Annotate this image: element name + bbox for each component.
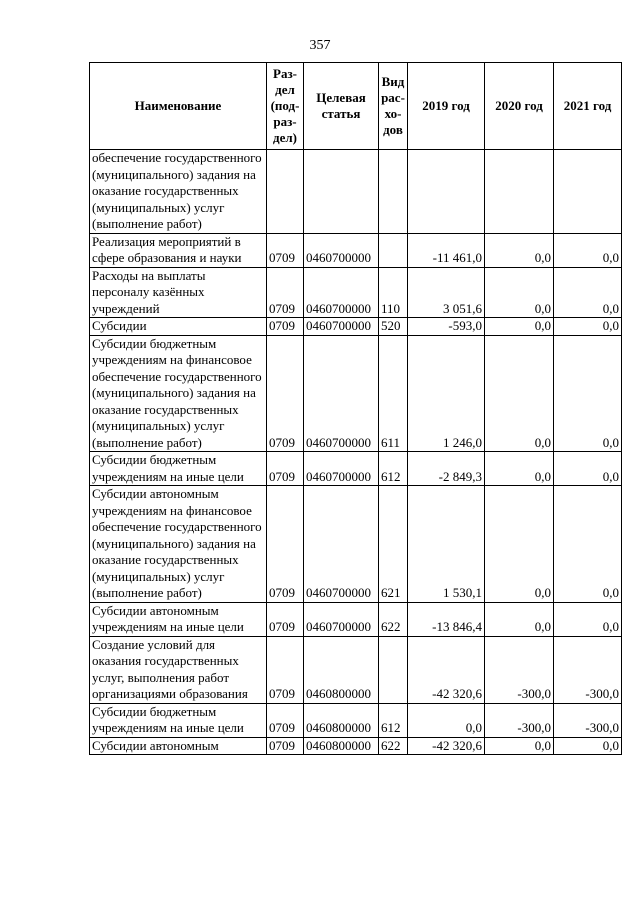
header-section-line: дел xyxy=(275,82,295,97)
row-section: 0709 xyxy=(267,486,304,603)
header-section-line: дел) xyxy=(273,130,297,145)
row-section: 0709 xyxy=(267,737,304,755)
row-expense: 612 xyxy=(379,452,408,486)
table-row xyxy=(90,602,622,636)
header-expense-line: дов xyxy=(383,122,403,137)
row-expense xyxy=(379,636,408,703)
header-2019: 2019 год xyxy=(408,63,485,150)
table-row xyxy=(90,636,622,703)
header-section-line: Раз- xyxy=(273,66,297,81)
row-name: Субсидии автономным xyxy=(90,737,267,755)
row-section: 0709 xyxy=(267,318,304,336)
table-row xyxy=(90,150,622,234)
header-2020: 2020 год xyxy=(485,63,554,150)
header-section-line: (под- xyxy=(270,98,300,113)
row-target: 0460700000 xyxy=(304,335,379,452)
row-2019: -42 320,6 xyxy=(408,737,485,755)
row-2019: 1 246,0 xyxy=(408,335,485,452)
row-2021: 0,0 xyxy=(554,602,622,636)
table-row xyxy=(90,318,622,336)
row-expense xyxy=(379,150,408,234)
row-name: Субсидии бюджетным учреждениям на иные цели xyxy=(90,452,267,486)
table-row xyxy=(90,233,622,267)
header-section xyxy=(267,63,304,150)
table-row xyxy=(90,737,622,755)
header-2021: 2021 год xyxy=(554,63,622,150)
table-row xyxy=(90,452,622,486)
header-name: Наименование xyxy=(90,63,267,150)
row-2019: -11 461,0 xyxy=(408,233,485,267)
row-2020: 0,0 xyxy=(485,318,554,336)
row-2021 xyxy=(554,150,622,234)
row-name: Расходы на выплаты персоналу казённых учреждений xyxy=(90,267,267,318)
row-2021: 0,0 xyxy=(554,486,622,603)
row-2020: -300,0 xyxy=(485,636,554,703)
row-section: 0709 xyxy=(267,636,304,703)
row-expense: 110 xyxy=(379,267,408,318)
row-target: 0460800000 xyxy=(304,737,379,755)
row-section: 0709 xyxy=(267,452,304,486)
header-expense-line: хо- xyxy=(384,106,402,121)
table-row xyxy=(90,486,622,603)
row-2021: 0,0 xyxy=(554,318,622,336)
row-name: Реализация мероприятий в сфере образования и науки xyxy=(90,233,267,267)
row-2021: -300,0 xyxy=(554,703,622,737)
row-target: 0460800000 xyxy=(304,703,379,737)
row-2020: 0,0 xyxy=(485,486,554,603)
row-section: 0709 xyxy=(267,602,304,636)
row-name: Субсидии автономным учреждениям на финансовое обеспечение государственного (муниципального) задания на оказание государственных (муниципальных) услуг (выполнение работ) xyxy=(90,486,267,603)
header-section-line: раз- xyxy=(273,114,297,129)
row-2019: 3 051,6 xyxy=(408,267,485,318)
table-row xyxy=(90,267,622,318)
row-2019: -593,0 xyxy=(408,318,485,336)
row-2020: 0,0 xyxy=(485,233,554,267)
row-2019 xyxy=(408,150,485,234)
row-2019: -42 320,6 xyxy=(408,636,485,703)
row-name: Субсидии бюджетным учреждениям на иные цели xyxy=(90,703,267,737)
row-expense: 622 xyxy=(379,602,408,636)
row-target: 0460700000 xyxy=(304,267,379,318)
row-target: 0460700000 xyxy=(304,233,379,267)
page-number: 357 xyxy=(309,38,331,53)
row-expense: 621 xyxy=(379,486,408,603)
row-target: 0460700000 xyxy=(304,452,379,486)
budget-table xyxy=(89,62,622,755)
row-target: 0460800000 xyxy=(304,636,379,703)
row-2021: 0,0 xyxy=(554,335,622,452)
row-2021: 0,0 xyxy=(554,452,622,486)
row-target: 0460700000 xyxy=(304,486,379,603)
row-2020: 0,0 xyxy=(485,602,554,636)
header-target xyxy=(304,63,379,150)
row-2021: 0,0 xyxy=(554,737,622,755)
row-expense: 622 xyxy=(379,737,408,755)
header-expense-line: рас- xyxy=(381,90,405,105)
row-section: 0709 xyxy=(267,335,304,452)
row-2021: 0,0 xyxy=(554,233,622,267)
header-target-line: статья xyxy=(321,106,361,121)
table-header-row xyxy=(90,63,622,150)
row-2020: 0,0 xyxy=(485,737,554,755)
row-expense: 520 xyxy=(379,318,408,336)
header-expense xyxy=(379,63,408,150)
row-2021: -300,0 xyxy=(554,636,622,703)
row-target: 0460700000 xyxy=(304,602,379,636)
row-name: обеспечение государственного (муниципального) задания на оказание государственных (муниципальных) услуг (выполнение работ) xyxy=(90,150,267,234)
row-expense: 611 xyxy=(379,335,408,452)
table-row xyxy=(90,335,622,452)
row-2019: -13 846,4 xyxy=(408,602,485,636)
header-expense-line: Вид xyxy=(381,74,405,89)
row-name: Субсидии бюджетным учреждениям на финансовое обеспечение государственного (муниципального) задания на оказание государственных (муниципальных) услуг (выполнение работ) xyxy=(90,335,267,452)
row-expense: 612 xyxy=(379,703,408,737)
row-2019: -2 849,3 xyxy=(408,452,485,486)
row-name: Субсидии автономным учреждениям на иные цели xyxy=(90,602,267,636)
row-2020: 0,0 xyxy=(485,335,554,452)
row-2020: 0,0 xyxy=(485,267,554,318)
row-target: 0460700000 xyxy=(304,318,379,336)
row-2020 xyxy=(485,150,554,234)
row-section xyxy=(267,150,304,234)
header-target-line: Целевая xyxy=(316,90,366,105)
table-row xyxy=(90,703,622,737)
row-name: Субсидии xyxy=(90,318,267,336)
row-2021: 0,0 xyxy=(554,267,622,318)
row-2019: 0,0 xyxy=(408,703,485,737)
row-section: 0709 xyxy=(267,267,304,318)
row-2020: 0,0 xyxy=(485,452,554,486)
row-section: 0709 xyxy=(267,233,304,267)
row-2020: -300,0 xyxy=(485,703,554,737)
row-expense xyxy=(379,233,408,267)
row-target xyxy=(304,150,379,234)
row-2019: 1 530,1 xyxy=(408,486,485,603)
row-section: 0709 xyxy=(267,703,304,737)
row-name: Создание условий для оказания государственных услуг, выполнения работ организациями образования xyxy=(90,636,267,703)
